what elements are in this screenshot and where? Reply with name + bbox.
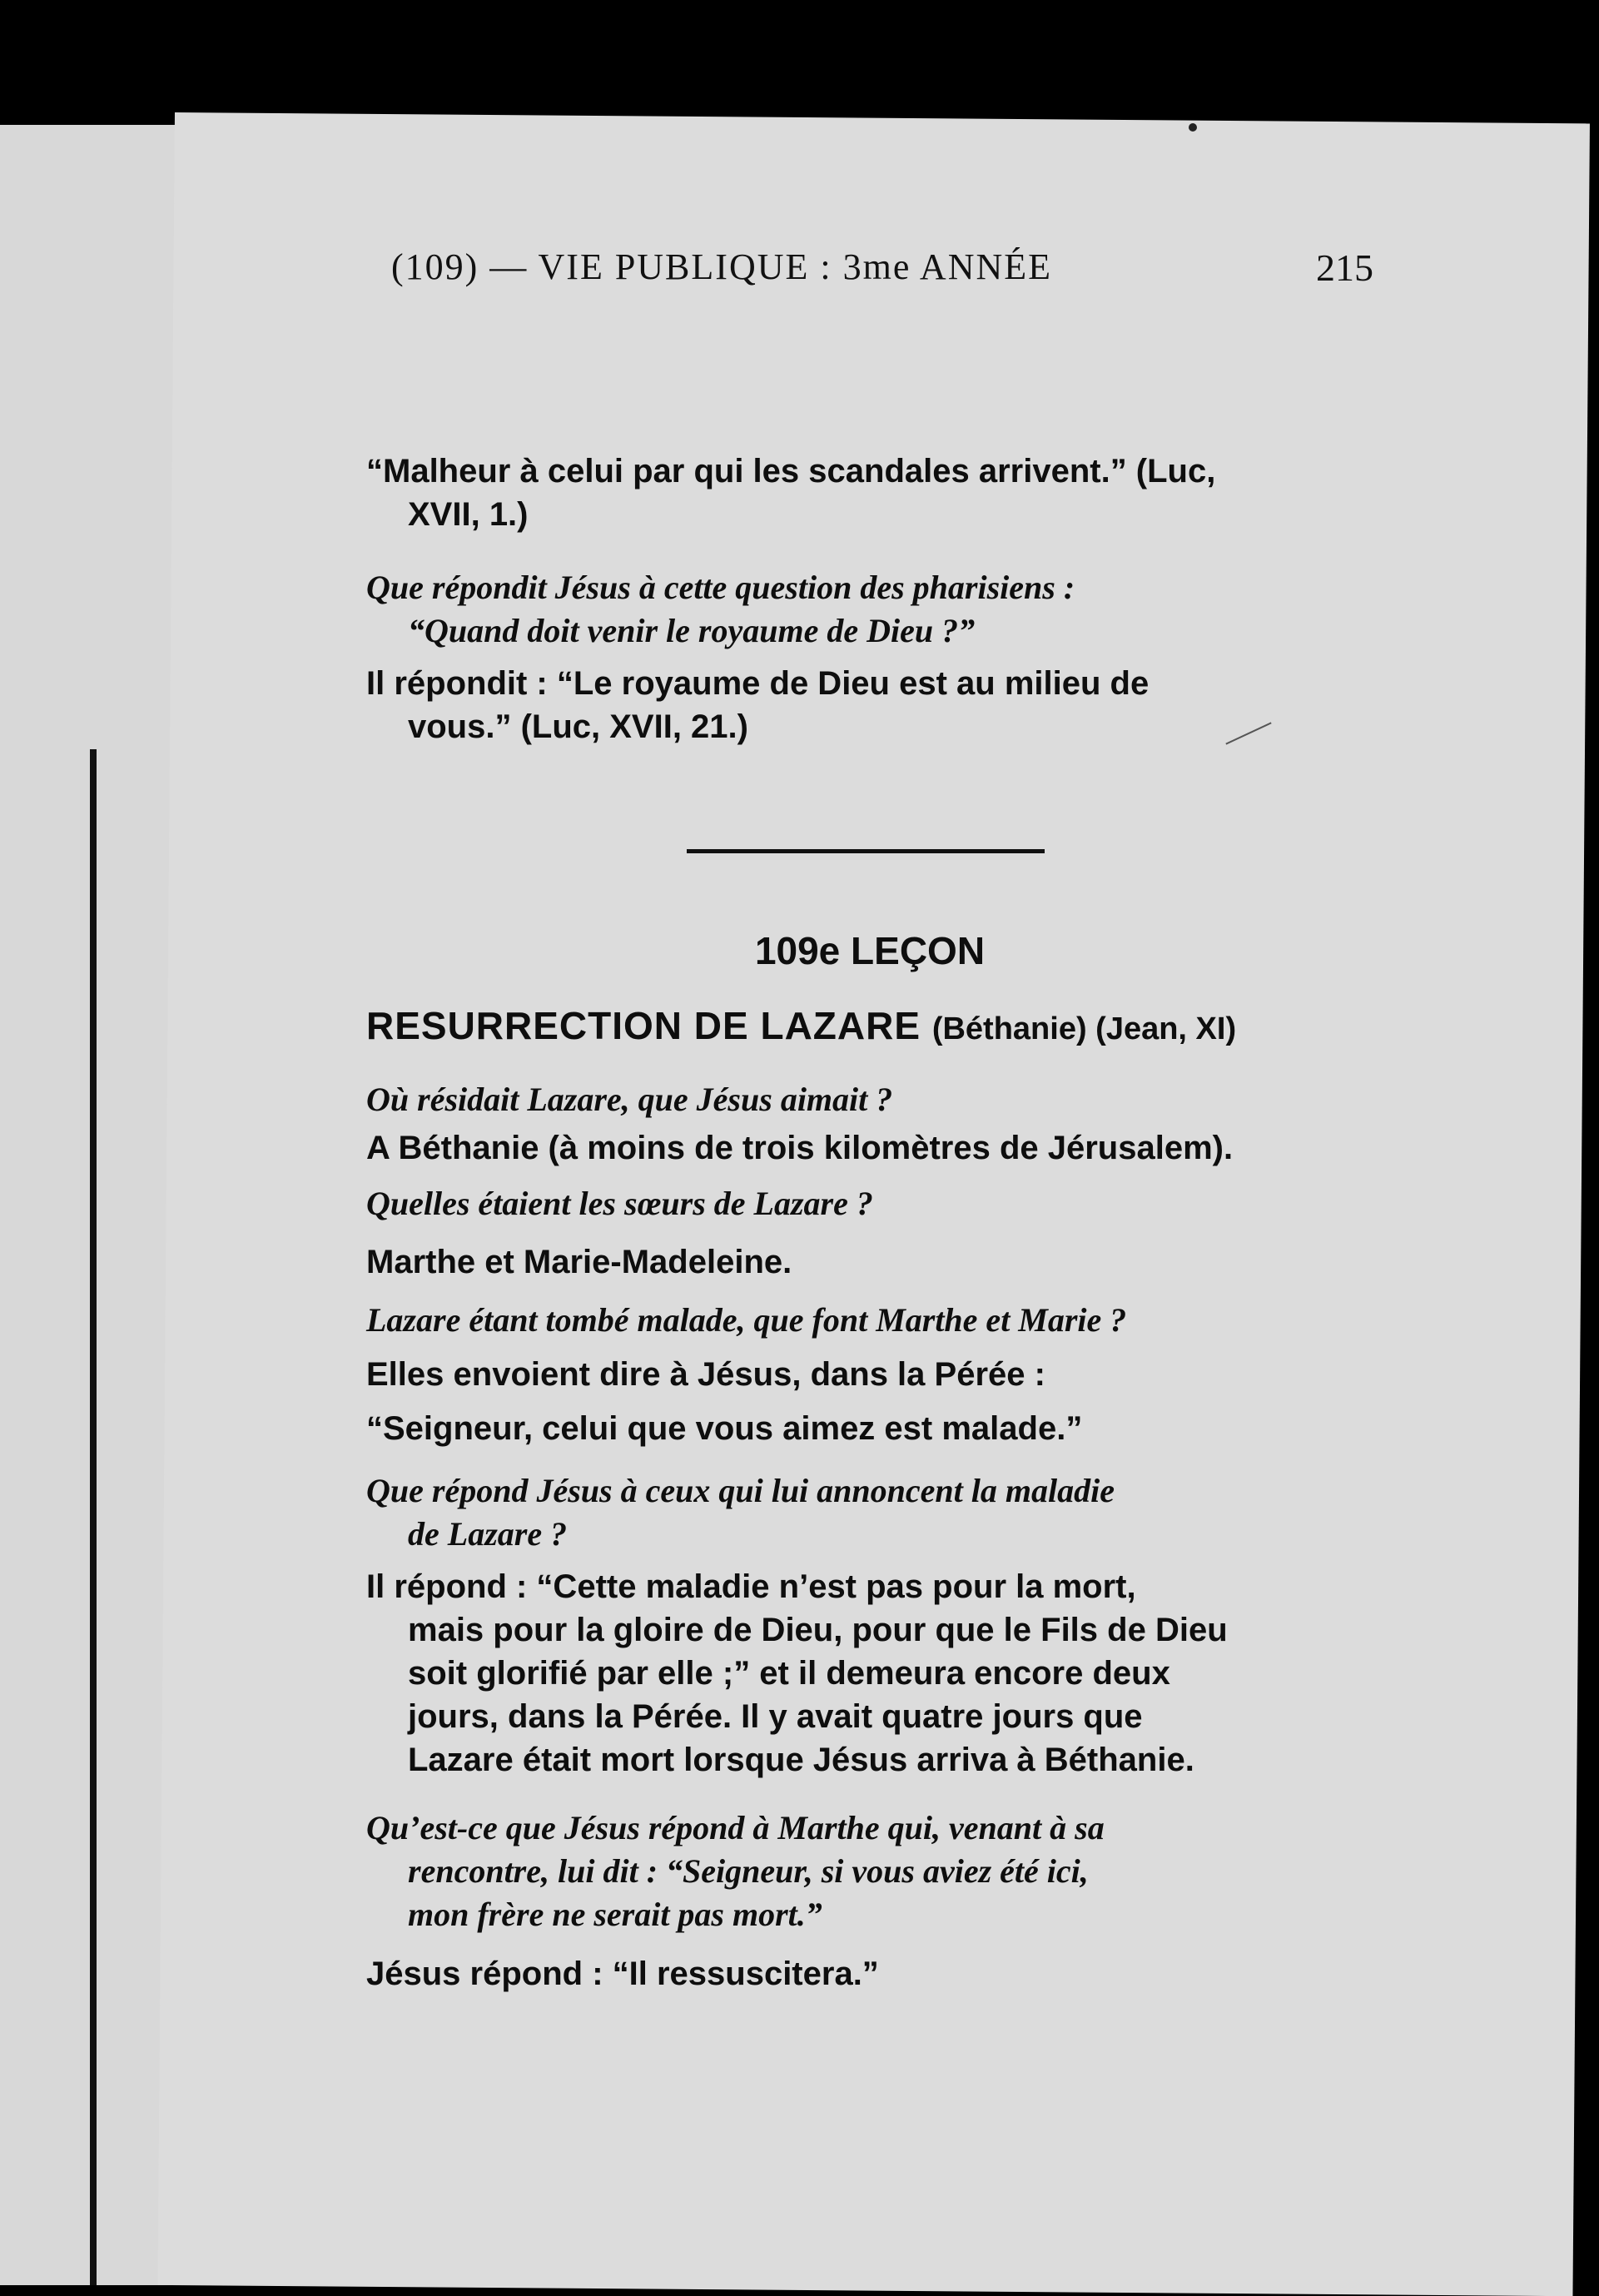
text-line: Marthe et Marie-Madeleine. <box>366 1244 792 1280</box>
section-separator <box>687 849 1045 853</box>
answer-block <box>366 1240 1373 1284</box>
scan-speck <box>1189 123 1197 132</box>
running-head: (109) — VIE PUBLIQUE : 3me ANNÉE <box>391 246 1052 287</box>
text-line: mais pour la gloire de Dieu, pour que le Fils de Dieu <box>408 1612 1228 1648</box>
left-page-margin <box>0 125 175 2285</box>
question-line: Lazare étant tombé malade, que font Marthe et Marie ? <box>366 1301 1127 1339</box>
text-line: Il répondit : “Le royaume de Dieu est au milieu de <box>366 665 1150 702</box>
text-line: Lazare était mort lorsque Jésus arriva à Béthanie. <box>408 1742 1194 1778</box>
question-block <box>366 1078 1373 1121</box>
lesson-title-subtitle: (Béthanie) (Jean, XI) <box>931 1011 1237 1046</box>
answer-block <box>366 662 1373 748</box>
question-line: mon frère ne serait pas mort.” <box>408 1896 822 1933</box>
text-line: Il répond : “Cette maladie n’est pas pour la mort, <box>366 1568 1136 1605</box>
page-number: 215 <box>1316 246 1373 289</box>
answer-block <box>366 1565 1373 1782</box>
page-header <box>391 246 1373 304</box>
answer-block <box>366 1353 1373 1396</box>
question-line: Que répond Jésus à ceux qui lui annoncent la maladie <box>366 1472 1115 1509</box>
text-line: “Malheur à celui par qui les scandales arrivent.” (Luc, <box>366 453 1216 490</box>
text-line: jours, dans la Pérée. Il y avait quatre jours que <box>408 1698 1143 1735</box>
question-line: de Lazare ? <box>408 1515 568 1553</box>
lesson-number: 109e LEÇON <box>754 929 986 972</box>
text-line: soit glorifié par elle ;” et il demeura encore deux <box>408 1655 1170 1692</box>
question-line: rencontre, lui dit : “Seigneur, si vous aviez été ici, <box>408 1852 1089 1890</box>
answer-block <box>366 1126 1373 1170</box>
question-line: Où résidait Lazare, que Jésus aimait ? <box>366 1081 893 1118</box>
question-block <box>366 566 1373 653</box>
question-line: Qu’est-ce que Jésus répond à Marthe qui, venant à sa <box>366 1809 1105 1846</box>
text-line: Jésus répond : “Il ressuscitera.” <box>366 1956 879 1992</box>
question-block <box>366 1806 1373 1936</box>
question-block <box>366 1469 1373 1556</box>
text-line: Elles envoient dire à Jésus, dans la Pérée : <box>366 1356 1045 1393</box>
top-block-0 <box>366 450 1373 536</box>
answer-block <box>366 1952 1373 1995</box>
answer-block <box>366 1407 1373 1450</box>
text-line: XVII, 1.) <box>408 496 529 533</box>
text-line: A Béthanie (à moins de trois kilomètres de Jérusalem). <box>366 1130 1234 1166</box>
question-block <box>366 1299 1373 1342</box>
text-line: vous.” (Luc, XVII, 21.) <box>408 708 748 745</box>
question-line: “Quand doit venir le royaume de Dieu ?” <box>408 612 976 649</box>
question-line: Quelles étaient les sœurs de Lazare ? <box>366 1185 873 1222</box>
lesson-title <box>366 1003 1373 1048</box>
lesson-title-main: RESURRECTION DE LAZARE <box>366 1004 921 1047</box>
margin-rule <box>90 749 97 2285</box>
question-block <box>366 1182 1373 1225</box>
text-line: “Seigneur, celui que vous aimez est malade.” <box>366 1410 1083 1447</box>
question-line: Que répondit Jésus à cette question des pharisiens : <box>366 569 1075 606</box>
